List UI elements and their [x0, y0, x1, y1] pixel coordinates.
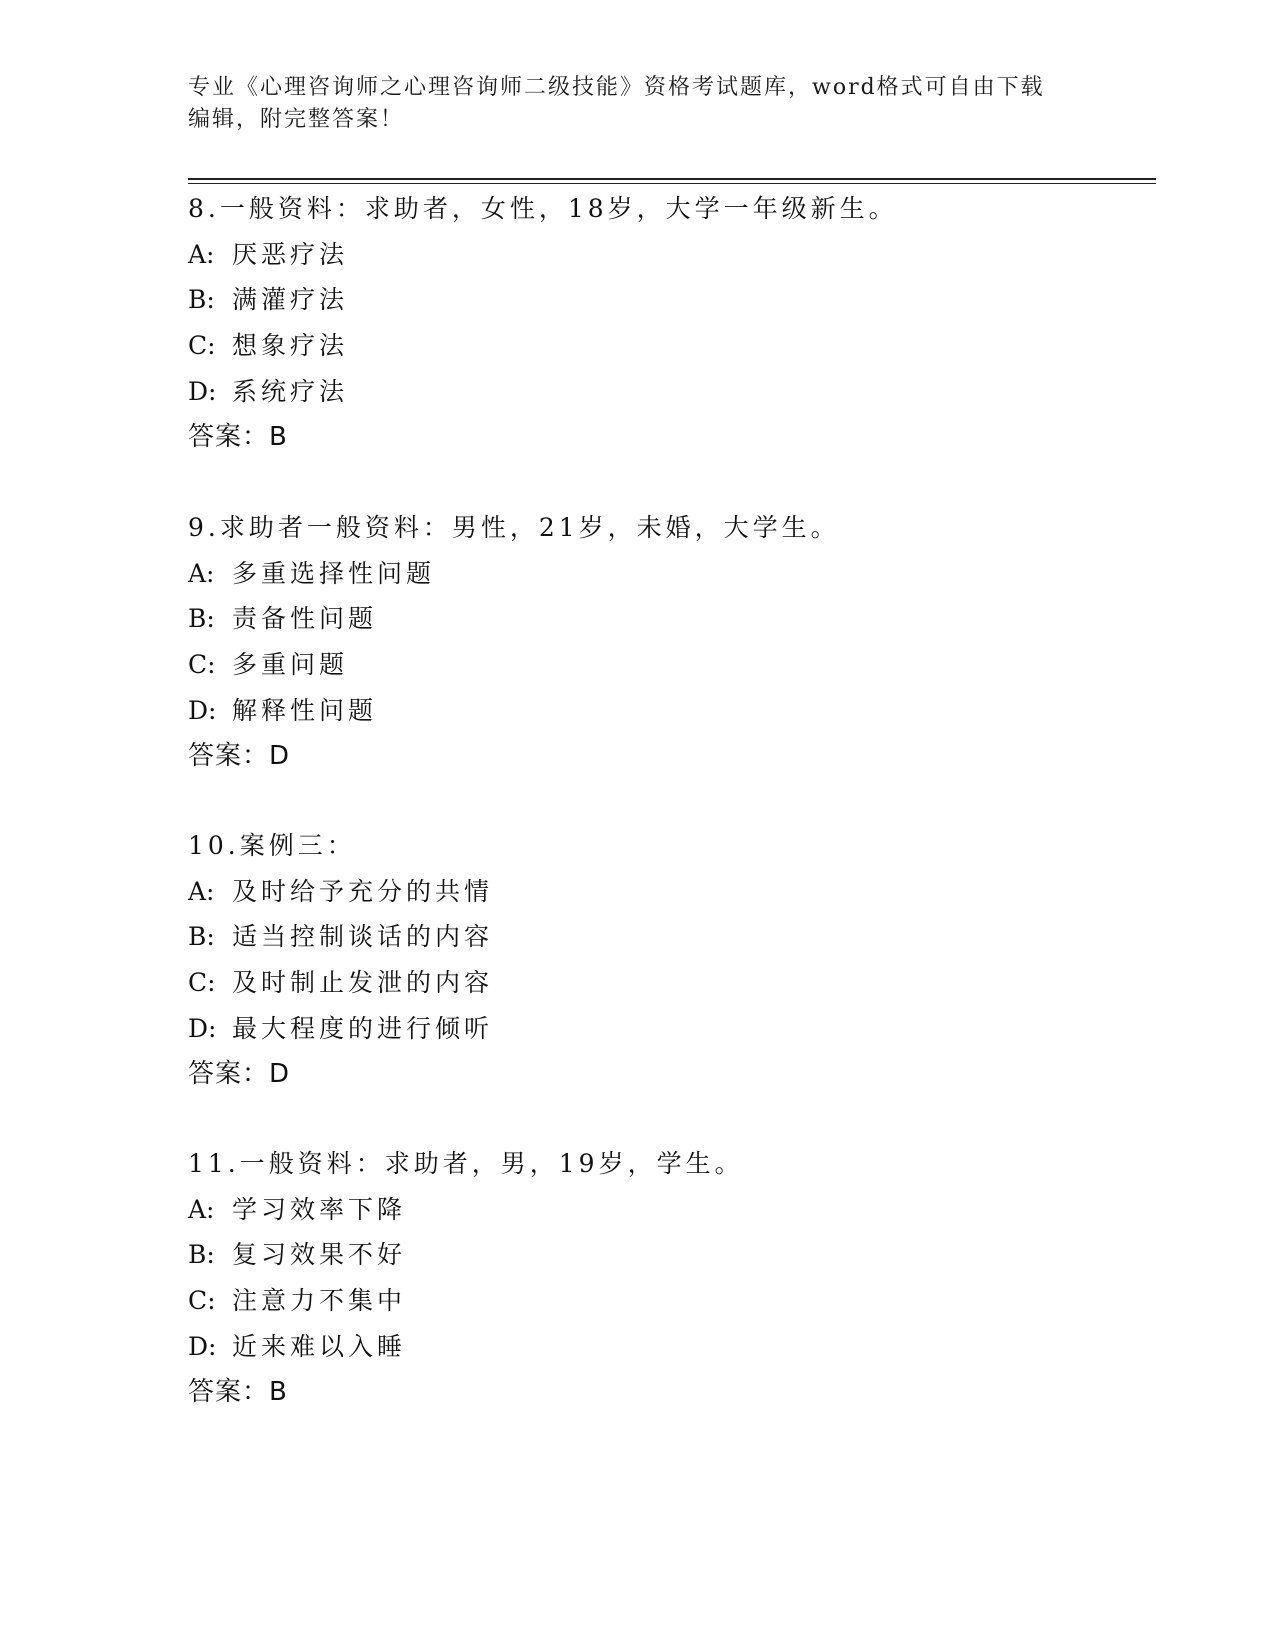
option-c	[188, 323, 1156, 369]
option-letter: C:	[188, 650, 216, 680]
option-letter: B:	[188, 1240, 215, 1270]
option-text: 系统疗法	[232, 376, 349, 406]
question-title: 11.一般资料：求助者，男，19岁，学生。	[188, 1149, 744, 1178]
option-d	[188, 688, 1156, 734]
option-letter: B:	[188, 285, 215, 315]
option-letter: D:	[188, 376, 217, 406]
option-a	[188, 551, 1156, 597]
option-letter: C:	[188, 331, 216, 361]
header-divider-thin	[188, 183, 1156, 184]
option-letter: A:	[188, 558, 215, 588]
option-letter: D:	[188, 695, 217, 725]
question-8	[188, 186, 1156, 460]
question-title: 10.案例三：	[188, 831, 356, 860]
option-d	[188, 1006, 1156, 1052]
answer: 答案：B	[188, 421, 288, 452]
option-text: 近来难以入睡	[232, 1331, 407, 1361]
question-9	[188, 505, 1156, 779]
option-text: 多重选择性问题	[232, 558, 436, 588]
option-letter: B:	[188, 922, 215, 952]
option-c	[188, 642, 1156, 688]
option-letter: C:	[188, 1286, 216, 1316]
header-divider-thick	[188, 178, 1156, 180]
option-letter: A:	[188, 876, 215, 906]
option-text: 解释性问题	[232, 695, 378, 725]
header-line-1: 专业《心理咨询师之心理咨询师二级技能》资格考试题库，word格式可自由下载	[188, 75, 1045, 100]
option-a	[188, 869, 1156, 915]
option-text: 厌恶疗法	[232, 239, 349, 269]
document-header	[188, 72, 1088, 136]
option-d	[188, 369, 1156, 415]
option-a	[188, 232, 1156, 278]
option-letter: B:	[188, 604, 215, 634]
option-letter: C:	[188, 968, 216, 998]
question-title: 9.求助者一般资料：男性，21岁，未婚，大学生。	[188, 513, 840, 542]
option-b	[188, 1232, 1156, 1278]
option-text: 责备性问题	[232, 604, 378, 634]
option-letter: D:	[188, 1331, 217, 1361]
option-b	[188, 596, 1156, 642]
option-c	[188, 1278, 1156, 1324]
option-c	[188, 960, 1156, 1006]
option-letter: D:	[188, 1013, 217, 1043]
answer: 答案：D	[188, 1058, 291, 1089]
option-text: 注意力不集中	[232, 1286, 407, 1316]
option-text: 学习效率下降	[232, 1194, 407, 1224]
option-text: 满灌疗法	[232, 285, 349, 315]
question-title: 8.一般资料：求助者，女性，18岁，大学一年级新生。	[188, 194, 898, 223]
answer: 答案：B	[188, 1376, 288, 1407]
option-text: 及时制止发泄的内容	[232, 968, 494, 998]
answer: 答案：D	[188, 740, 291, 771]
option-letter: A:	[188, 239, 215, 269]
option-text: 最大程度的进行倾听	[232, 1013, 494, 1043]
question-10	[188, 823, 1156, 1097]
question-11	[188, 1141, 1156, 1415]
option-b	[188, 277, 1156, 323]
option-text: 复习效果不好	[232, 1240, 407, 1270]
option-text: 想象疗法	[232, 331, 349, 361]
option-text: 多重问题	[232, 650, 349, 680]
option-d	[188, 1324, 1156, 1370]
header-line-2: 编辑，附完整答案！	[188, 107, 405, 132]
option-b	[188, 914, 1156, 960]
option-text: 适当控制谈话的内容	[232, 922, 494, 952]
option-text: 及时给予充分的共情	[232, 876, 494, 906]
option-a	[188, 1187, 1156, 1233]
option-letter: A:	[188, 1194, 215, 1224]
